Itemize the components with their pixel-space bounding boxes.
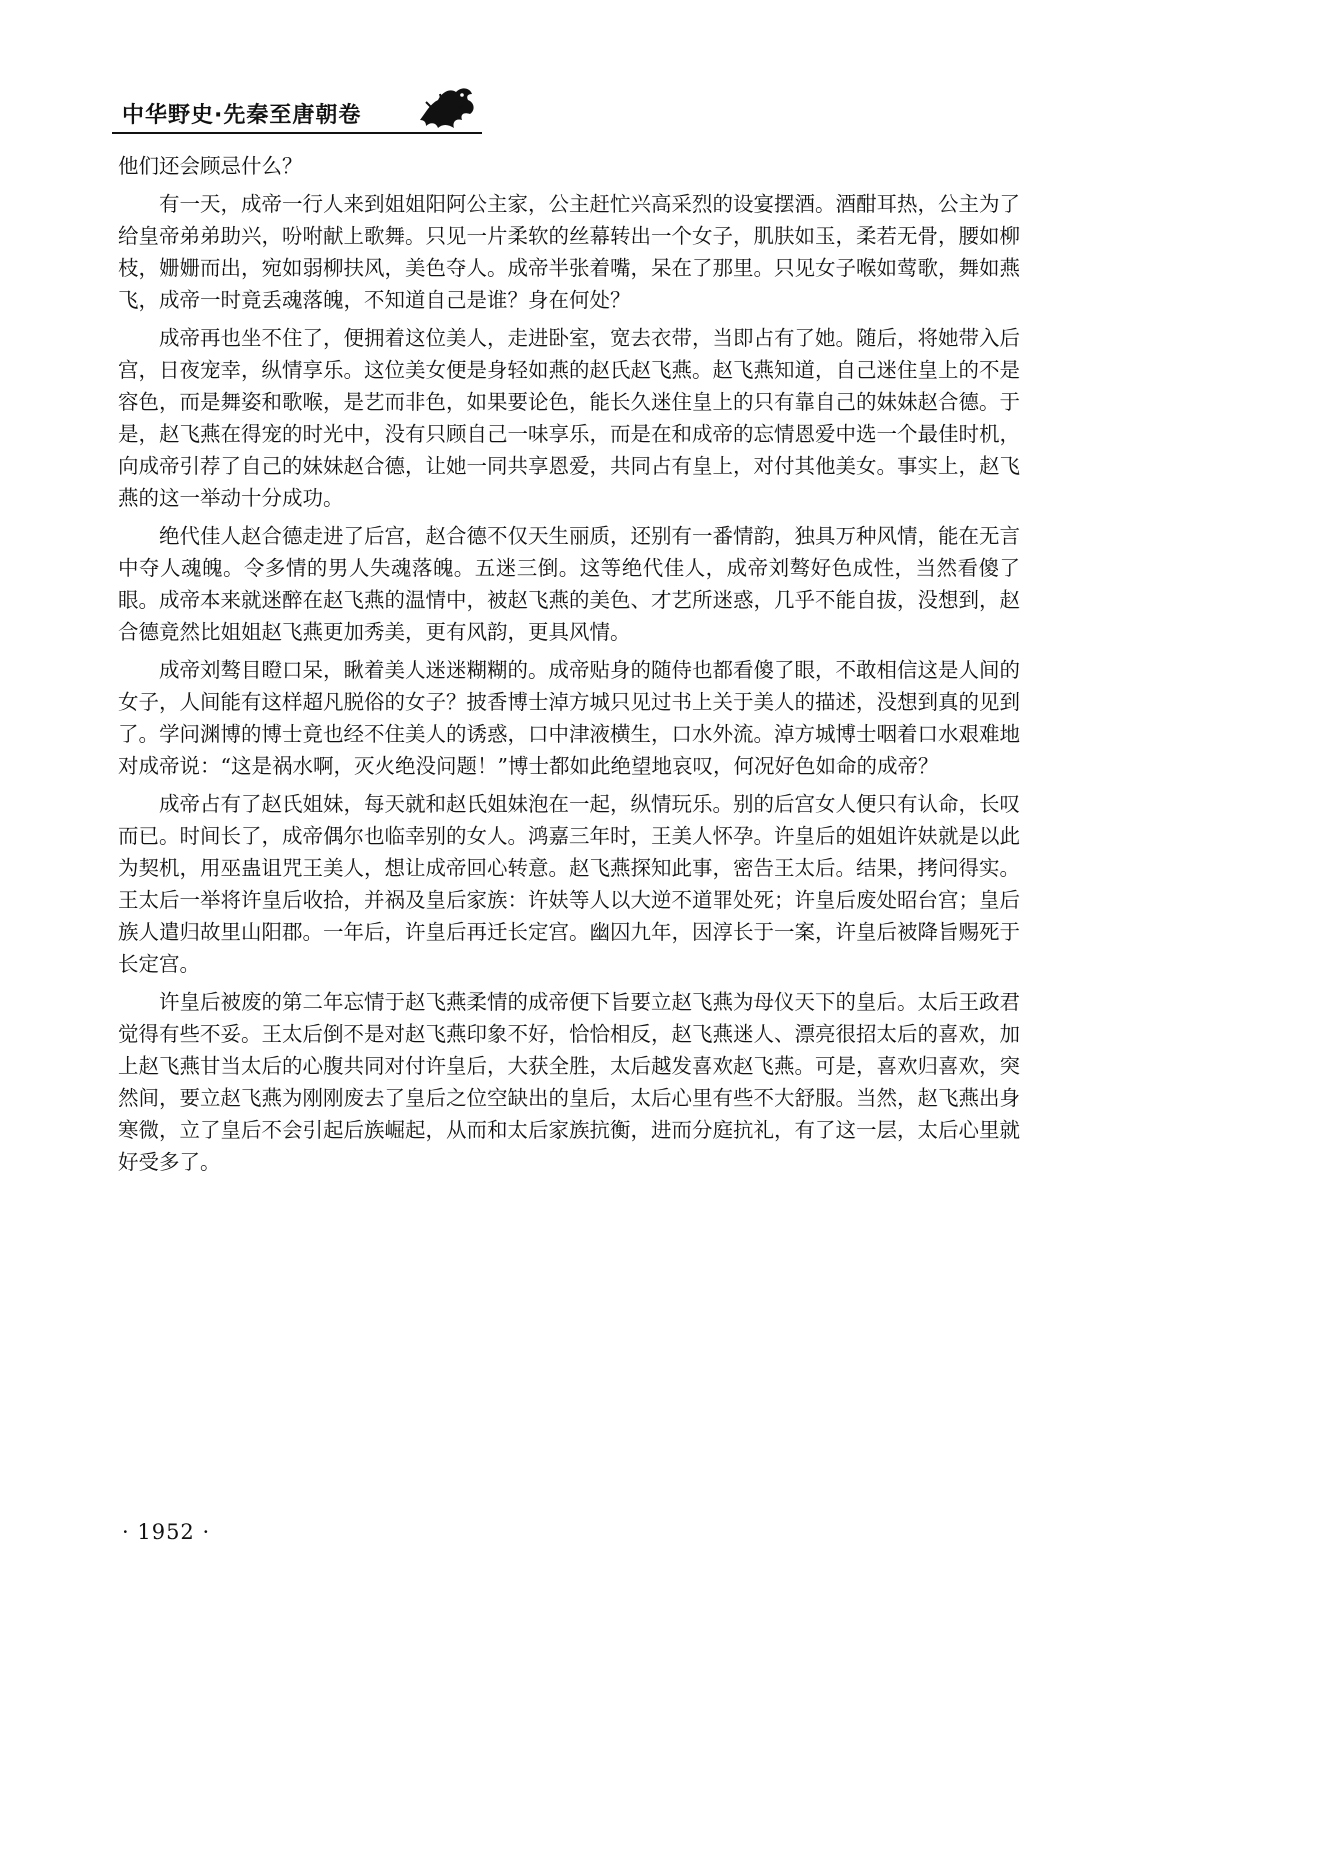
paragraph: 成帝占有了赵氏姐妹，每天就和赵氏姐妹泡在一起，纵情玩乐。别的后宫女人便只有认命，长叹而已。时间长了，成帝偶尔也临幸别的女人。鸿嘉三年时，王美人怀孕。许皇后的姐姐许妋就是以此为契机，用巫蛊诅咒王美人，想让成帝回心转意。赵飞燕探知此事，密告王太后。结果，拷问得实。王太后一举将许皇后收拾，并祸及皇后家族：许妋等人以大逆不道罪处死；许皇后废处昭台宫；皇后族人遣归故里山阳郡。一年后，许皇后再迁长定宫。幽囚九年，因淳长于一案，许皇后被降旨赐死于长定宫。 xyxy=(118,792,1020,976)
page-number: · 1952 · xyxy=(122,1520,211,1544)
header-rule xyxy=(112,132,482,134)
paragraph: 成帝再也坐不住了，便拥着这位美人，走进卧室，宽去衣带，当即占有了她。随后，将她带入后宫，日夜宠幸，纵情享乐。这位美女便是身轻如燕的赵氏赵飞燕。赵飞燕知道，自己迷住皇上的不是容色，而是舞姿和歌喉，是艺而非色，如果要论色，能长久迷住皇上的只有靠自己的妹妹赵合德。于是，赵飞燕在得宠的时光中，没有只顾自己一味享乐，而是在和成帝的忘情恩爱中选一个最佳时机，向成帝引荐了自己的妹妹赵合德，让她一同共享恩爱，共同占有皇上，对付其他美女。事实上，赵飞燕的这一举动十分成功。 xyxy=(118,326,1020,510)
running-header-title: 中华野史·先秦至唐朝卷 xyxy=(122,103,362,128)
paragraph-continuation: 他们还会顾忌什么？ xyxy=(118,154,303,178)
running-header xyxy=(112,86,482,142)
dragon-logo-icon xyxy=(412,82,482,132)
paragraph: 许皇后被废的第二年忘情于赵飞燕柔情的成帝便下旨要立赵飞燕为母仪天下的皇后。太后王政君觉得有些不妥。王太后倒不是对赵飞燕印象不好，恰恰相反，赵飞燕迷人、漂亮很招太后的喜欢，加上赵飞燕甘当太后的心腹共同对付许皇后，大获全胜，太后越发喜欢赵飞燕。可是，喜欢归喜欢，突然间，要立赵飞燕为刚刚废去了皇后之位空缺出的皇后，太后心里有些不大舒服。当然，赵飞燕出身寒微，立了皇后不会引起后族崛起，从而和太后家族抗衡，进而分庭抗礼，有了这一层，太后心里就好受多了。 xyxy=(118,990,1020,1174)
paragraph: 有一天，成帝一行人来到姐姐阳阿公主家，公主赶忙兴高采烈的设宴摆酒。酒酣耳热，公主为了给皇帝弟弟助兴，吩咐献上歌舞。只见一片柔软的丝幕转出一个女子，肌肤如玉，柔若无骨，腰如柳枝，姗姗而出，宛如弱柳扶风，美色夺人。成帝半张着嘴，呆在了那里。只见女子喉如莺歌，舞如燕飞，成帝一时竟丢魂落魄，不知道自己是谁？身在何处？ xyxy=(118,192,1020,312)
paragraph: 成帝刘骜目瞪口呆，瞅着美人迷迷糊糊的。成帝贴身的随侍也都看傻了眼，不敢相信这是人间的女子，人间能有这样超凡脱俗的女子？披香博士淖方城只见过书上关于美人的描述，没想到真的见到了。学问渊博的博士竟也经不住美人的诱惑，口中津液横生，口水外流。淖方城博士咽着口水艰难地对成帝说：“这是祸水啊，灭火绝没问题！”博士都如此绝望地哀叹，何况好色如命的成帝？ xyxy=(118,658,1020,778)
paragraph: 绝代佳人赵合德走进了后宫，赵合德不仅天生丽质，还别有一番情韵，独具万种风情，能在无言中夺人魂魄。令多情的男人失魂落魄。五迷三倒。这等绝代佳人，成帝刘骜好色成性，当然看傻了眼。成帝本来就迷醉在赵飞燕的温情中，被赵飞燕的美色、才艺所迷惑，几乎不能自拔，没想到，赵合德竟然比姐姐赵飞燕更加秀美，更有风韵，更具风情。 xyxy=(118,524,1020,644)
body-text xyxy=(118,150,1020,1178)
